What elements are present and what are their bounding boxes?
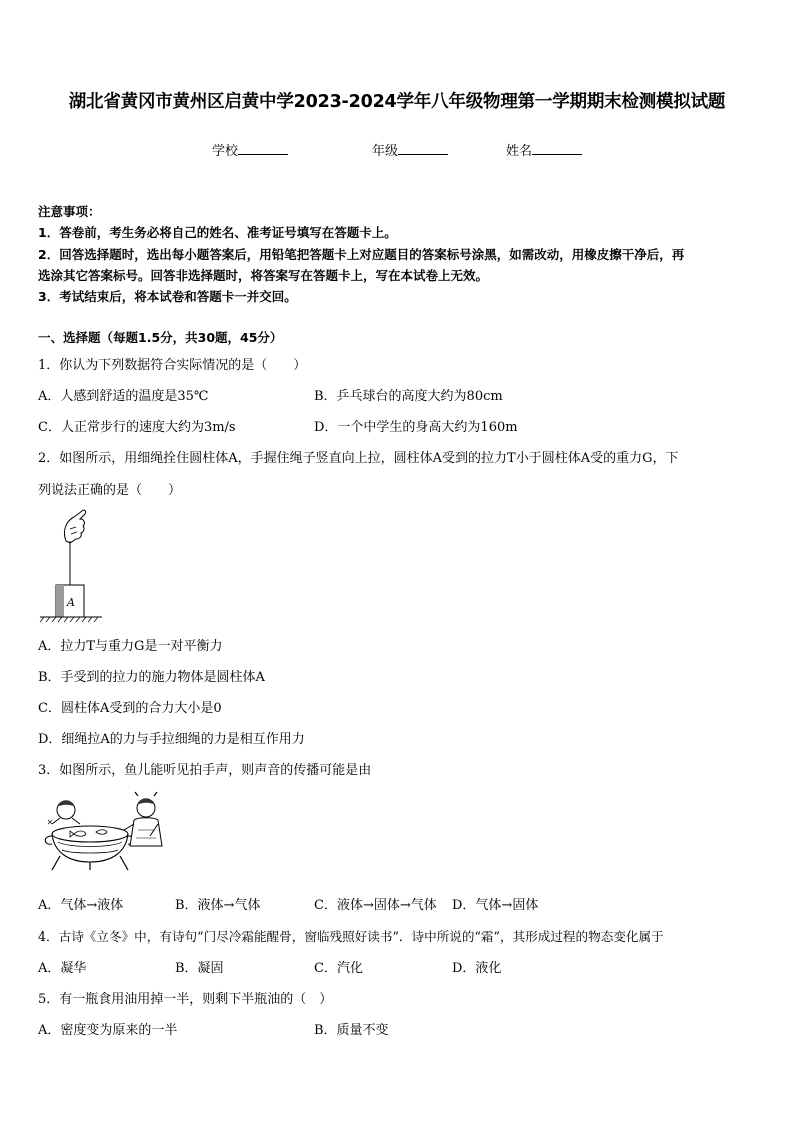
q1-option-a[interactable]: A．人感到舒适的温度是35℃ [38, 389, 209, 404]
name-blank[interactable] [532, 141, 582, 155]
q2-option-c[interactable]: C．圆柱体A受到的合力大小是0 [38, 701, 222, 716]
note-item: 2．回答选择题时，选出每小题答案后，用铅笔把答题卡上对应题目的答案标号涂黑，如需改动，用橡皮擦干净后，再 [38, 247, 685, 262]
q3-option-a[interactable]: A．气体→液体 [38, 898, 124, 913]
question-5-stem: 5．有一瓶食用油用掉一半，则剩下半瓶油的（ ） [38, 992, 333, 1007]
q1-option-b[interactable]: B．乒乓球台的高度大约为80cm [314, 389, 503, 404]
q3-option-c[interactable]: C．液体→固体→气体 [314, 898, 437, 913]
q1-option-c[interactable]: C．人正常步行的速度大约为3m/s [38, 420, 236, 435]
grade-blank[interactable] [398, 141, 448, 155]
school-blank[interactable] [238, 141, 288, 155]
section-heading: 一、选择题（每题1.5分，共30题，45分） [38, 330, 283, 345]
school-label: 学校 [212, 144, 239, 159]
q4-option-b[interactable]: B．凝固 [175, 961, 224, 976]
q2-option-b[interactable]: B．手受到的拉力的施力物体是圆柱体A [38, 670, 265, 685]
figure-label-a: A [67, 596, 75, 609]
note-item: 1．答卷前，考生务必将自己的姓名、准考证号填写在答题卡上。 [38, 225, 397, 240]
q1-option-d[interactable]: D．一个中学生的身高大约为160m [314, 420, 518, 435]
q3-option-b[interactable]: B．液体→气体 [175, 898, 261, 913]
grade-field [372, 140, 448, 159]
q3-option-d[interactable]: D．气体→固体 [452, 898, 539, 913]
q2-option-d[interactable]: D．细绳拉A的力与手拉细绳的力是相互作用力 [38, 732, 305, 747]
name-field [506, 140, 582, 159]
grade-label: 年级 [372, 144, 399, 159]
question-1-stem: 1．你认为下列数据符合实际情况的是（ ） [38, 358, 307, 373]
question-3-stem: 3．如图所示，鱼儿能听见拍手声，则声音的传播可能是由 [38, 763, 372, 778]
notes-heading: 注意事项： [38, 204, 101, 219]
cylinder-rope-figure [36, 505, 106, 625]
name-label: 姓名 [506, 144, 533, 159]
q4-option-d[interactable]: D．液化 [452, 961, 502, 976]
school-field [212, 140, 288, 159]
note-item: 选涂其它答案标号。回答非选择题时，将答案写在答题卡上，写在本试卷上无效。 [38, 268, 489, 283]
question-4-stem: 4．古诗《立冬》中，有诗句“门尽冷霜能醒骨，窗临残照好读书”．诗中所说的“霜”，其形成过程的物态变化属于 [38, 929, 664, 944]
note-item: 3．考试结束后，将本试卷和答题卡一并交回。 [38, 289, 297, 304]
q5-option-b[interactable]: B．质量不变 [314, 1023, 389, 1038]
question-2-stem-cont: 列说法正确的是（ ） [38, 483, 182, 498]
q2-option-a[interactable]: A．拉力T与重力G是一对平衡力 [38, 639, 223, 654]
q4-option-a[interactable]: A．凝华 [38, 961, 87, 976]
q5-option-a[interactable]: A．密度变为原来的一半 [38, 1023, 178, 1038]
question-2-stem: 2．如图所示，用细绳拴住圆柱体A，手握住绳子竖直向上拉，圆柱体A受到的拉力T小于圆柱体A受的重力G，下 [38, 451, 679, 466]
fish-bowl-figure [38, 790, 168, 874]
q4-option-c[interactable]: C．汽化 [314, 961, 363, 976]
page-title: 湖北省黄冈市黄州区启黄中学2023-2024学年八年级物理第一学期期末检测模拟试题 [68, 92, 726, 112]
